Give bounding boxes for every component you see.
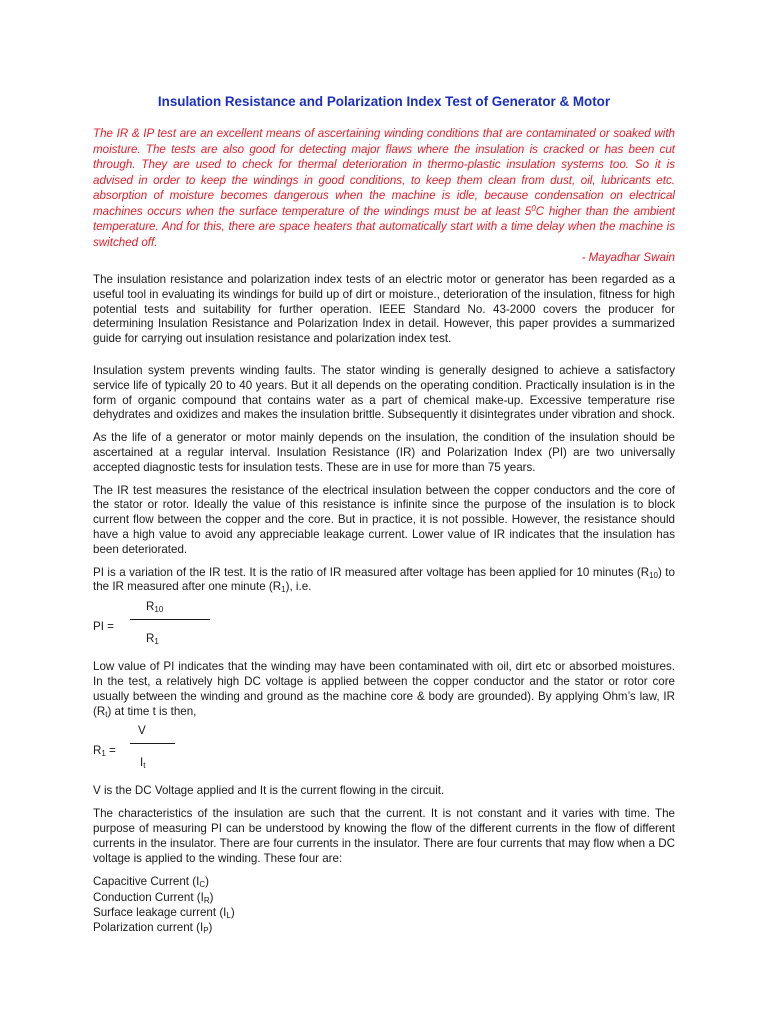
document-title: Insulation Resistance and Polarization Index Test of Generator & Motor: [157, 94, 611, 109]
subscript: 10: [649, 570, 658, 580]
numerator-subscript: 10: [154, 605, 164, 615]
denominator-subscript: t: [143, 761, 146, 771]
current-name: Conduction Current (I: [93, 890, 204, 904]
current-subscript: C: [199, 880, 206, 890]
quote-text-part2: C higher than the ambient temperature. And for this, there are space heaters that automatically start with a time delay when the machine is switched off.: [93, 204, 675, 249]
subscript: 1: [281, 585, 286, 595]
pi-formula: [93, 600, 675, 658]
ohms-formula-numerator: V: [138, 724, 146, 738]
degree-superscript: 0: [531, 203, 536, 213]
current-subscript: R: [203, 895, 210, 905]
paragraph-life: As the life of a generator or motor mainly depends on the insulation, the condition of the insulation should be ascertained at a regular interval. Insulation Resistance (IR) and Polarization Index (PI) are two universally accepted diagnostic tests for insulation tests. These are in use for more than 75 years.: [93, 431, 675, 474]
list-item: [93, 920, 675, 935]
current-close: ): [205, 875, 209, 889]
pi-formula-denominator: [146, 632, 159, 647]
current-name: Polarization current (I: [93, 921, 204, 935]
denominator-base: I: [140, 756, 144, 770]
paragraph-characteristics: The characteristics of the insulation are such that the current. It is not constant and it varies with time. The purpose of measuring PI can be understood by knowing the flow of the different currents in the flow of different currents in the insulator. There are four currents in the insulator. There are four currents that may flow when a DC voltage is applied to the winding. These four are:: [93, 807, 675, 865]
document-body: [93, 273, 675, 936]
denominator-base: R: [146, 632, 155, 646]
fraction-bar: [130, 619, 210, 620]
text-run: Low value of PI indicates that the winding may have been contaminated with oil, dirt etc or absorbed moistures. In the test, a relatively high DC voltage is applied between the copper conductor and the stator or rotor core usually between the winding and ground as the machine core & body are grounded). By applying Ohm’s law, IR (R: [93, 660, 675, 718]
current-subscript: P: [203, 926, 209, 936]
current-subscript: L: [226, 910, 231, 920]
current-name: Capacitive Current (I: [93, 875, 200, 889]
text-run: ) to the IR measured after one minute (R: [93, 565, 675, 594]
paragraph-ir-test: The IR test measures the resistance of the electrical insulation between the copper conductors and the core of the stator or rotor. Ideally the value of this resistance is infinite since the purpose of the insulation is to block current flow between the copper and the core. But in practice, it is not possible. However, the resistance should have a high value to avoid any appreciable leakage current. Lower value of IR indicates that the insulation has been deteriorated.: [93, 483, 675, 556]
list-item: [93, 905, 675, 920]
list-item: [93, 874, 675, 889]
numerator-base: R: [146, 600, 155, 614]
paragraph-pi-definition: [93, 566, 675, 596]
subscript: t: [105, 709, 108, 719]
quote-author: - Mayadhar Swain: [581, 251, 675, 264]
text-run: PI is a variation of the IR test. It is the ratio of IR measured after voltage has been applied for 10 minutes (R: [93, 565, 650, 579]
pi-formula-numerator: [146, 600, 163, 615]
lhs-subscript: 1: [101, 749, 106, 759]
current-close: ): [209, 890, 214, 904]
text-run: ), i.e.: [285, 580, 312, 594]
paragraph-intro: The insulation resistance and polarization index tests of an electric motor or generator has been regarded as a useful tool in evaluating its windings for build up of dirt or moisture., deterioration of the insulation, fitness for high potential tests and suitability for further operation. IEEE Standard No. 43-2000 covers the producer for determining Insulation Resistance and Polarization Index in detail. However, this paper provides a summarized guide for carrying out insulation resistance and polarization index test.: [93, 273, 675, 346]
ohms-law-formula: [93, 724, 675, 782]
quote-text: [93, 126, 675, 250]
lhs-base: R: [93, 744, 102, 758]
currents-list: [93, 874, 675, 935]
text-run: ) at time t is then,: [107, 704, 197, 718]
current-close: ): [230, 905, 235, 919]
paragraph-low-pi: [93, 660, 675, 719]
epigraph-quote: [93, 126, 675, 266]
ohms-formula-lhs: [93, 744, 116, 759]
lhs-equals: =: [105, 744, 116, 758]
pi-formula-lhs: PI =: [93, 620, 114, 634]
current-close: ): [208, 921, 213, 935]
denominator-subscript: 1: [154, 637, 159, 647]
fraction-bar: [130, 743, 175, 744]
ohms-formula-denominator: [140, 756, 145, 771]
list-item: [93, 890, 675, 905]
current-name: Surface leakage current (I: [93, 905, 227, 919]
paragraph-dc-voltage: V is the DC Voltage applied and It is the current flowing in the circuit.: [93, 784, 445, 798]
paragraph-insulation-system: Insulation system prevents winding faults. The stator winding is generally designed to achieve a satisfactory service life of typically 20 to 40 years. But it all depends on the operating condition. Practically insulation is in the form of organic compound that contains water as a part of chemical make-up. Excessive temperature rise dehydrates and oxidizes and makes the insulation brittle. Subsequently it disintegrates under vibration and shock.: [93, 363, 675, 422]
quote-text-part1: The IR & IP test are an excellent means of ascertaining winding conditions that are contaminated or soaked with moisture. The tests are also good for detecting major flaws where the insulation is cracked or has been cut through. They are used to check for thermal deterioration in thermo-plastic insulation systems too. So it is advised in order to keep the windings in good conditions, to keep them clean from dust, oil, lubricants etc. absorption of moisture becomes dangerous when the machine is idle, because condensation on electrical machines occurs when the surface temperature of the windings must be at least 5: [93, 127, 675, 218]
